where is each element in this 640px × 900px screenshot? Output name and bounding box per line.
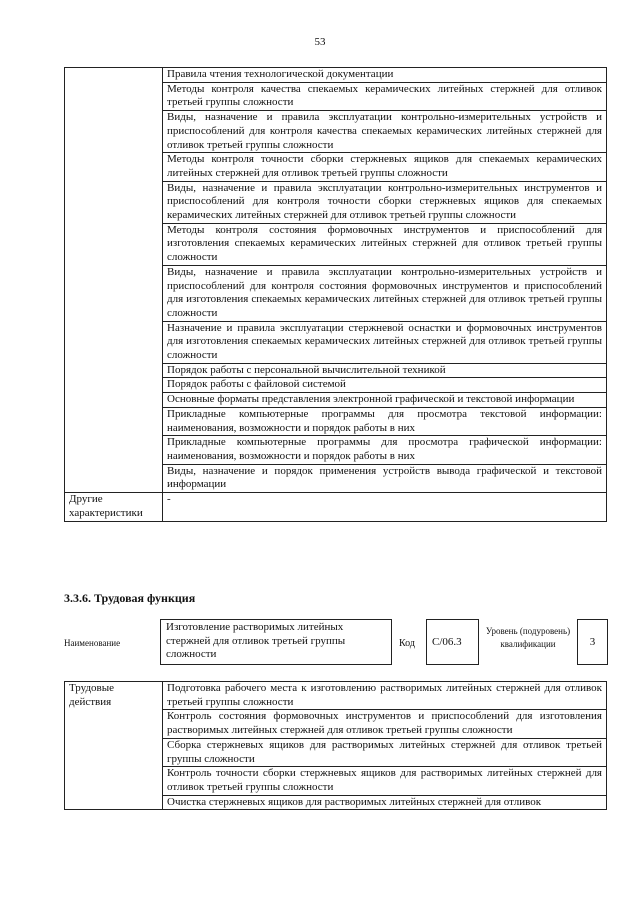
- function-name-box: Изготовление растворимых литейных стержней для отливок третьей группы сложности: [160, 619, 392, 665]
- action-item: Сборка стержневых ящиков для растворимых литейных стержней для отливок третьей группы сложности: [163, 738, 607, 766]
- code-label: Код: [399, 638, 415, 649]
- knowledge-item: Порядок работы с персональной вычислительной техникой: [163, 363, 607, 378]
- knowledge-item: Прикладные компьютерные программы для просмотра графической информации: наименования, возможности и порядок работы в них: [163, 436, 607, 464]
- knowledge-item: Виды, назначение и правила эксплуатации контрольно-измерительных инструментов и приспособлений для контроля точности сборки стержневых ящиков для спекаемых керамических литейных стержней для отливок третьей группы сложности: [163, 181, 607, 223]
- action-item: Контроль точности сборки стержневых ящиков для растворимых литейных стержней для отливок третьей группы сложности: [163, 767, 607, 795]
- knowledge-item: Виды, назначение и правила эксплуатации контрольно-измерительных устройств и приспособлений для контроля состояния формовочных инструментов и приспособлений для изготовления спекаемых керамических литейных стержней для отливок третьей группы сложности: [163, 265, 607, 321]
- action-item: Подготовка рабочего места к изготовлению растворимых литейных стержней для отливок третьей группы сложности: [163, 682, 607, 710]
- other-characteristics-label: Другие характеристики: [65, 493, 163, 521]
- table-row: [65, 493, 607, 521]
- knowledge-item: Виды, назначение и правила эксплуатации контрольно-измерительных устройств и приспособлений для контроля качества спекаемых керамических литейных стержней для отливок третьей группы сложности: [163, 111, 607, 153]
- label-cell: [65, 68, 163, 493]
- knowledge-item: Виды, назначение и порядок применения устройств вывода графической и текстовой информации: [163, 464, 607, 492]
- action-item: Контроль состояния формовочных инструментов и приспособлений для изготовления растворимых литейных стержней для отливок третьей группы сложности: [163, 710, 607, 738]
- level-box: 3: [577, 619, 608, 665]
- table-row: [65, 682, 607, 710]
- table-row: [65, 68, 607, 83]
- knowledge-item: Прикладные компьютерные программы для просмотра текстовой информации: наименования, возможности и порядок работы в них: [163, 407, 607, 435]
- knowledge-table: [64, 67, 607, 522]
- knowledge-item: Основные форматы представления электронной графической и текстовой информации: [163, 393, 607, 408]
- code-box: C/06.3: [426, 619, 479, 665]
- other-characteristics-value: -: [163, 493, 607, 521]
- action-item: Очистка стержневых ящиков для растворимых литейных стержней для отливок: [163, 795, 607, 810]
- page-number: 53: [314, 36, 326, 48]
- knowledge-item: Методы контроля состояния формовочных инструментов и приспособлений для изготовления спекаемых керамических литейных стержней для отливок третьей группы сложности: [163, 223, 607, 265]
- knowledge-item: Правила чтения технологической документации: [163, 68, 607, 83]
- level-label: Уровень (подуровень) квалификации: [485, 626, 571, 649]
- knowledge-item: Назначение и правила эксплуатации стержневой оснастки и формовочных инструментов для изготовления спекаемых керамических литейных стержней для отливок третьей группы сложности: [163, 321, 607, 363]
- knowledge-item: Порядок работы с файловой системой: [163, 378, 607, 393]
- function-header: [64, 619, 608, 671]
- knowledge-item: Методы контроля качества спекаемых керамических литейных стержней для отливок третьей группы сложности: [163, 82, 607, 110]
- actions-label: Трудовые действия: [65, 682, 163, 810]
- name-label: Наименование: [64, 638, 121, 648]
- section-heading: 3.3.6. Трудовая функция: [64, 591, 196, 605]
- actions-table: [64, 681, 607, 810]
- knowledge-item: Методы контроля точности сборки стержневых ящиков для спекаемых керамических литейных стержней для отливок третьей группы сложности: [163, 153, 607, 181]
